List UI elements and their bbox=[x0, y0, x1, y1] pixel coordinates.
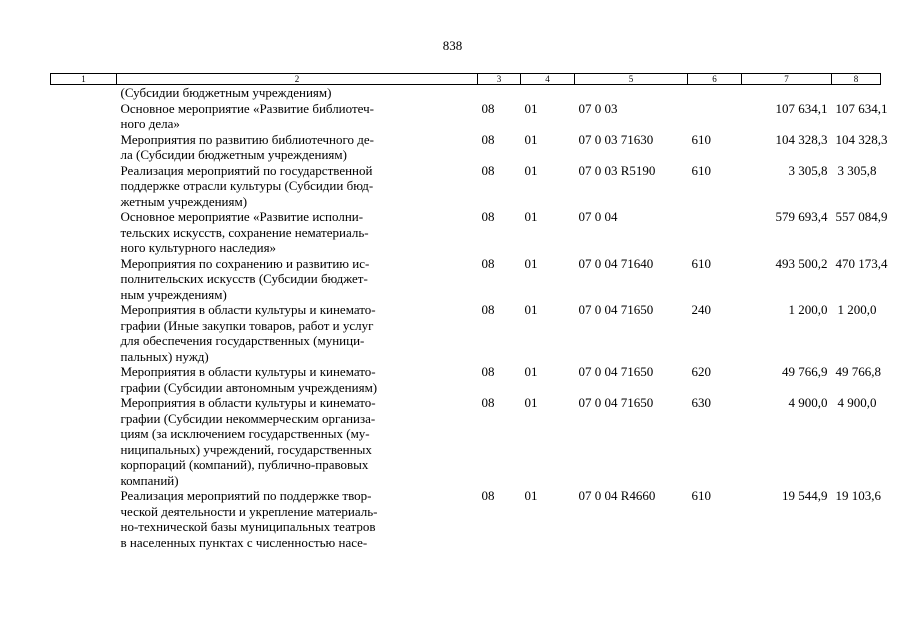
table-row bbox=[51, 395, 881, 488]
cell-c3: 08 bbox=[481, 364, 495, 379]
row-description bbox=[117, 132, 478, 163]
cell-c4: 01 bbox=[524, 302, 538, 317]
cell-c7: 4 900,0 bbox=[788, 395, 828, 410]
col-header-2: 2 bbox=[117, 74, 478, 85]
row-description bbox=[117, 256, 478, 303]
budget-table bbox=[50, 73, 888, 550]
table-row bbox=[51, 488, 881, 550]
cell-c8: 19 103,6 bbox=[835, 488, 881, 503]
cell-c8: 557 084,9 bbox=[835, 209, 888, 224]
cell-c3: 08 bbox=[481, 162, 495, 178]
table-row bbox=[51, 163, 881, 210]
description-line: в населенных пунктах с численностью насе- bbox=[120, 534, 368, 550]
description-line: тельских искусств, сохранение нематериаль- bbox=[120, 224, 369, 240]
cell-c5: 07 0 04 71640 bbox=[578, 255, 654, 271]
cell-c3: 08 bbox=[481, 209, 495, 224]
table-row bbox=[51, 364, 881, 395]
cell-c5: 07 0 03 R5190 bbox=[578, 162, 656, 178]
col-header-7: 7 bbox=[742, 74, 832, 85]
row-description bbox=[117, 364, 478, 395]
row-description bbox=[117, 85, 478, 101]
description-line: компаний) bbox=[120, 472, 179, 488]
cell-c4: 01 bbox=[524, 131, 538, 147]
cell-c4: 01 bbox=[524, 100, 538, 116]
cell-c6 bbox=[688, 85, 742, 101]
cell-c5 bbox=[575, 85, 688, 101]
description-line: ла (Субсидии бюджетным учреждениям) bbox=[120, 147, 347, 162]
cell-c4: 01 bbox=[524, 255, 538, 271]
description-line: полнительских искусств (Субсидии бюджет- bbox=[120, 271, 368, 286]
cell-col-1 bbox=[51, 163, 117, 210]
description-line: пальных) нужд) bbox=[120, 348, 209, 364]
col-header-5: 5 bbox=[575, 74, 688, 85]
cell-c6: 610 bbox=[691, 131, 711, 147]
cell-c3: 08 bbox=[481, 131, 495, 147]
description-line: графии (Субсидии автономным учреждениям) bbox=[120, 379, 378, 395]
cell-c7: 3 305,8 bbox=[788, 162, 828, 178]
cell-c5: 07 0 04 71650 bbox=[578, 302, 654, 317]
description-line: Мероприятия в области культуры и кинемато- bbox=[120, 364, 376, 379]
table-row bbox=[51, 85, 881, 101]
table-row bbox=[51, 101, 881, 132]
description-line: циям (за исключением государственных (му- bbox=[120, 426, 370, 441]
description-line: ного дела» bbox=[120, 116, 180, 131]
row-description bbox=[117, 488, 478, 550]
cell-c8: 104 328,3 bbox=[835, 131, 888, 147]
table-row bbox=[51, 209, 881, 256]
table-body bbox=[51, 85, 888, 551]
cell-col-1 bbox=[51, 101, 117, 132]
table-row bbox=[51, 302, 881, 364]
cell-c8 bbox=[832, 85, 881, 101]
description-line: жетным учреждениям) bbox=[120, 193, 248, 209]
cell-c3 bbox=[478, 85, 521, 101]
description-line: Реализация мероприятий по государственной bbox=[120, 162, 373, 178]
cell-c6 bbox=[688, 209, 742, 256]
column-number-header bbox=[51, 74, 881, 85]
cell-col-1 bbox=[51, 302, 117, 364]
description-line: ного культурного наследия» bbox=[120, 240, 277, 255]
description-line: Мероприятия в области культуры и кинемато- bbox=[120, 302, 376, 317]
col-header-1: 1 bbox=[51, 74, 117, 85]
cell-c6 bbox=[688, 101, 742, 132]
cell-c5: 07 0 04 R4660 bbox=[578, 488, 656, 503]
description-line: для обеспечения государственных (муници- bbox=[120, 333, 365, 348]
description-line: Мероприятия по развитию библиотечного де- bbox=[120, 131, 374, 147]
row-description bbox=[117, 209, 478, 256]
col-header-4: 4 bbox=[521, 74, 575, 85]
cell-c8: 470 173,4 bbox=[835, 255, 888, 271]
cell-c8: 49 766,8 bbox=[835, 364, 881, 379]
row-description bbox=[117, 101, 478, 132]
cell-col-1 bbox=[51, 488, 117, 550]
cell-c3: 08 bbox=[481, 395, 495, 410]
cell-c3: 08 bbox=[481, 100, 495, 116]
cell-c7: 493 500,2 bbox=[775, 255, 828, 271]
description-line: поддержке отрасли культуры (Субсидии бюд- bbox=[120, 178, 374, 193]
description-line: корпораций (компаний), публично-правовых bbox=[120, 457, 369, 472]
cell-col-1 bbox=[51, 209, 117, 256]
cell-c6: 620 bbox=[691, 364, 711, 379]
description-line: (Субсидии бюджетным учреждениям) bbox=[120, 85, 332, 100]
col-header-3: 3 bbox=[478, 74, 521, 85]
cell-c5: 07 0 04 71650 bbox=[578, 364, 654, 379]
cell-c4: 01 bbox=[524, 395, 538, 410]
description-line: Основное мероприятие «Развитие исполни- bbox=[120, 209, 364, 224]
cell-c7 bbox=[742, 85, 832, 101]
row-description bbox=[117, 395, 478, 488]
cell-c8: 107 634,1 bbox=[835, 100, 888, 116]
cell-c4 bbox=[521, 85, 575, 101]
cell-col-1 bbox=[51, 395, 117, 488]
cell-c6: 610 bbox=[691, 162, 711, 178]
cell-col-1 bbox=[51, 132, 117, 163]
cell-col-1 bbox=[51, 256, 117, 303]
description-line: Мероприятия в области культуры и кинемато- bbox=[120, 395, 376, 410]
cell-c7: 579 693,4 bbox=[775, 209, 828, 224]
description-line: ным учреждениям) bbox=[120, 286, 227, 302]
cell-c8: 3 305,8 bbox=[837, 162, 877, 178]
cell-c5: 07 0 04 71650 bbox=[578, 395, 654, 410]
cell-c6: 240 bbox=[691, 302, 711, 317]
table-row bbox=[51, 132, 881, 163]
cell-c7: 104 328,3 bbox=[775, 131, 828, 147]
cell-c6: 610 bbox=[691, 255, 711, 271]
description-line: ниципальных) учреждений, государственных bbox=[120, 441, 372, 457]
page-number: 838 bbox=[442, 38, 463, 53]
cell-c5: 07 0 04 bbox=[578, 209, 618, 224]
cell-col-1 bbox=[51, 364, 117, 395]
cell-c8: 4 900,0 bbox=[837, 395, 877, 410]
cell-c7: 19 544,9 bbox=[782, 488, 828, 503]
table-row bbox=[51, 256, 881, 303]
description-line: Основное мероприятие «Развитие библиотеч- bbox=[120, 100, 374, 116]
row-description bbox=[117, 163, 478, 210]
col-header-8: 8 bbox=[832, 74, 881, 85]
cell-c8: 1 200,0 bbox=[837, 302, 877, 317]
description-line: графии (Иные закупки товаров, работ и услуг bbox=[120, 317, 374, 333]
description-line: но-технической базы муниципальных театров bbox=[120, 519, 376, 534]
description-line: графии (Субсидии некоммерческим организа- bbox=[120, 410, 376, 426]
cell-c6: 610 bbox=[691, 488, 711, 503]
cell-c5: 07 0 03 bbox=[578, 100, 618, 116]
cell-c4: 01 bbox=[524, 162, 538, 178]
col-header-6: 6 bbox=[688, 74, 742, 85]
cell-c4: 01 bbox=[524, 364, 538, 379]
cell-c7: 1 200,0 bbox=[788, 302, 828, 317]
description-line: Реализация мероприятий по поддержке твор- bbox=[120, 488, 372, 503]
cell-col-1 bbox=[51, 85, 117, 101]
cell-c4: 01 bbox=[524, 209, 538, 224]
row-description bbox=[117, 302, 478, 364]
cell-c3: 08 bbox=[481, 255, 495, 271]
cell-c3: 08 bbox=[481, 302, 495, 317]
description-line: Мероприятия по сохранению и развитию ис- bbox=[120, 255, 370, 271]
cell-c3: 08 bbox=[481, 488, 495, 503]
cell-c7: 107 634,1 bbox=[775, 100, 828, 116]
cell-c6: 630 bbox=[691, 395, 711, 410]
description-line: ческой деятельности и укрепление материаль- bbox=[120, 503, 378, 519]
cell-c5: 07 0 03 71630 bbox=[578, 131, 654, 147]
cell-c7: 49 766,9 bbox=[782, 364, 828, 379]
cell-c4: 01 bbox=[524, 488, 538, 503]
